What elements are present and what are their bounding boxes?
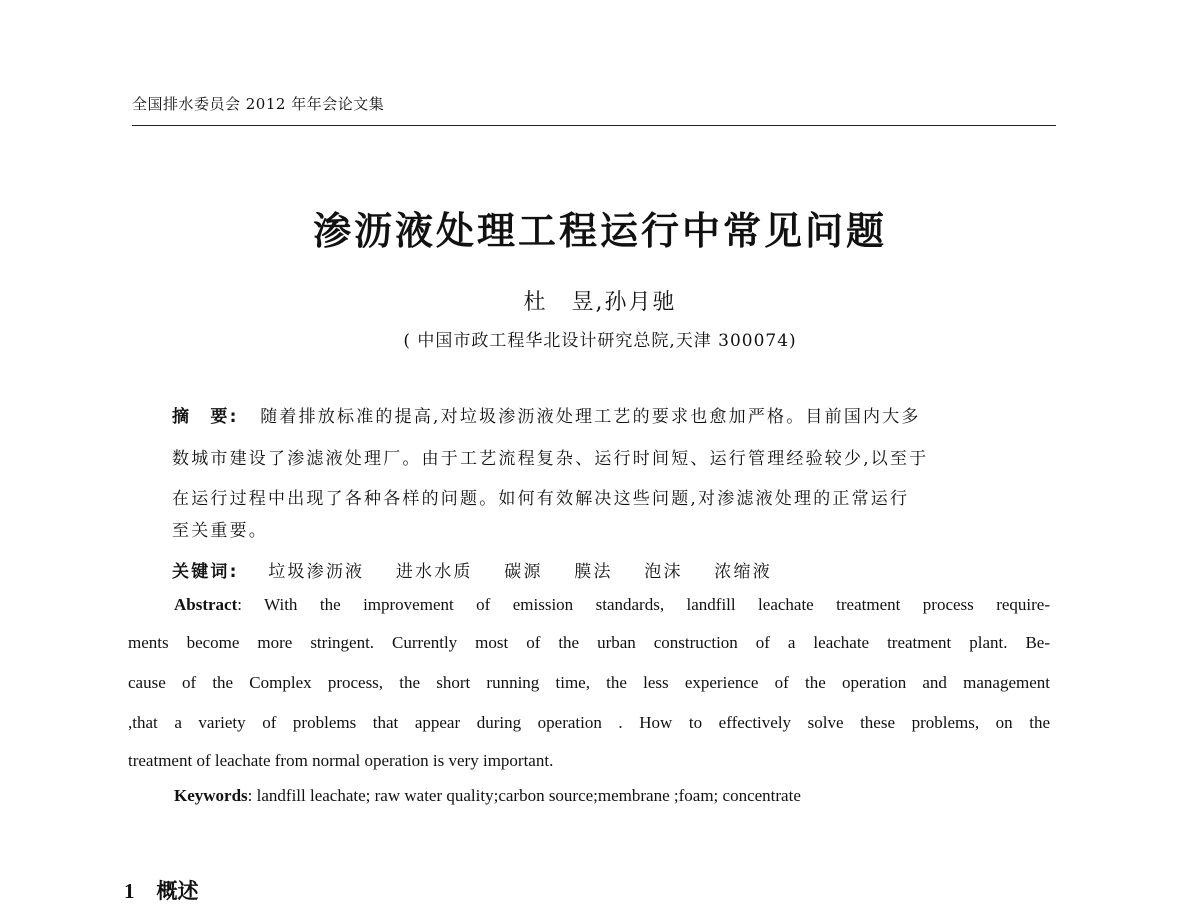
paper-title: 渗沥液处理工程运行中常见问题 [312, 209, 887, 253]
abstract-en-line [174, 595, 1050, 615]
abstract-en-line: ments become more stringent. Currently most of the urban construction of a leachate treatment plant. Be- [128, 633, 1050, 652]
header-rule [132, 125, 1056, 126]
paper-affiliation: ( 中国市政工程华北设计研究总院,天津 300074) [403, 331, 797, 351]
section-heading [124, 875, 199, 905]
keywords-cn [172, 557, 796, 582]
keywords-en-text: : landfill leachate; raw water quality;carbon source;membrane ;foam; concentrate [247, 786, 801, 805]
abstract-en-line: cause of the Complex process, the short running time, the less experience of the operation and management [128, 673, 1050, 692]
abstract-cn-label: 摘 要: [172, 407, 239, 427]
keyword-cn: 进水水质 [395, 562, 473, 582]
section-number: 1 [124, 879, 135, 903]
keyword-cn: 垃圾渗沥液 [268, 562, 365, 582]
abstract-cn-line: 数城市建设了渗滤液处理厂。由于工艺流程复杂、运行时间短、运行管理经验较少,以至于 [172, 449, 929, 469]
abstract-en-line: ,that a variety of problems that appear during operation . How to effectively solve these problems, on the [128, 713, 1050, 732]
keyword-cn: 泡沫 [644, 562, 683, 582]
keywords-cn-label: 关键词: [172, 562, 239, 582]
abstract-cn-line: 在运行过程中出现了各种各样的问题。如何有效解决这些问题,对渗滤液处理的正常运行 [172, 489, 910, 509]
abstract-en-line: treatment of leachate from normal operation is very important. [128, 751, 554, 770]
keyword-cn: 碳源 [504, 562, 543, 582]
abstract-cn-line [172, 402, 921, 427]
abstract-cn-line: 至关重要。 [172, 521, 268, 541]
abstract-en-text: : With the improvement of emission standards, landfill leachate treatment process require- [237, 595, 1050, 614]
abstract-en-label: Abstract [174, 595, 238, 614]
paper-authors: 杜 昱,孙月驰 [523, 290, 677, 315]
abstract-cn-text: 随着排放标准的提高,对垃圾渗沥液处理工艺的要求也愈加严格。目前国内大多 [260, 407, 921, 427]
section-title: 概述 [156, 879, 199, 903]
keyword-cn: 膜法 [574, 562, 613, 582]
keyword-cn: 浓缩液 [714, 562, 772, 582]
keywords-en [174, 786, 801, 806]
keywords-en-label: Keywords [174, 786, 248, 805]
running-header: 全国排水委员会 2012 年年会论文集 [132, 95, 385, 113]
